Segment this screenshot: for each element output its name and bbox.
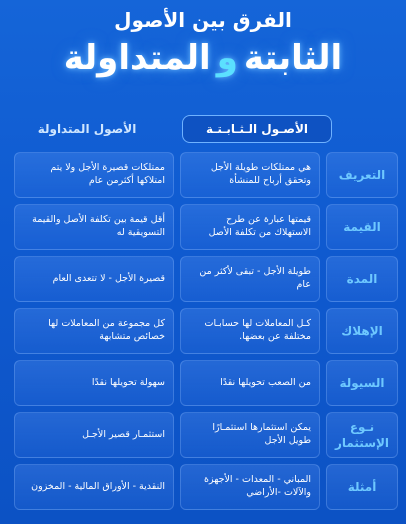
fixed-cell: يمكن استثمارها استثمـارًا طويل الأجل <box>180 412 320 458</box>
fixed-cell: المباني - المعدات - الأجهزة والآلات -الأراضي <box>180 464 320 510</box>
column-header-circulating: الأصول المتداولة <box>37 122 137 136</box>
row-label: المدة <box>326 256 398 302</box>
circulating-cell: استثمـار قصير الأجـل <box>14 412 174 458</box>
table-row <box>0 360 406 406</box>
fixed-cell: كـل المعاملات لها حسابـات مختلفة عن بعضها. <box>180 308 320 354</box>
row-label: الإهلاك <box>326 308 398 354</box>
fixed-cell: قيمتها عبارة عن طرح الاستهلاك من تكلفة الأصل <box>180 204 320 250</box>
page-title-line2 <box>0 38 406 78</box>
title-fixed: الثابتة <box>243 38 343 78</box>
title-and: و <box>216 38 238 78</box>
circulating-cell: أقل قيمة بين تكلفة الأصل والقيمة التسويقية له <box>14 204 174 250</box>
fixed-cell: من الصعب تحويلها نقدًا <box>180 360 320 406</box>
circulating-cell: ممتلكات قصيرة الأجل ولا يتم امتلاكها أكثرمن عام <box>14 152 174 198</box>
circulating-cell: سهولة تحويلها نقدًا <box>14 360 174 406</box>
circulating-cell: النقدية - الأوراق المالية - المخزون <box>14 464 174 510</box>
fixed-cell: طويلة الأجل - تبقى لأكثر من عام <box>180 256 320 302</box>
title-circulating: المتداولة <box>63 38 211 78</box>
circulating-cell: قصيرة الأجل - لا تتعدى العام <box>14 256 174 302</box>
fixed-cell: هي ممتلكات طويلة الأجل وتحقق أرباح للمنشأة <box>180 152 320 198</box>
row-label: القيمة <box>326 204 398 250</box>
circulating-cell: كل مجموعة من المعاملات لها خصائص متشابهة <box>14 308 174 354</box>
table-row <box>0 308 406 354</box>
table-row <box>0 204 406 250</box>
table-row <box>0 464 406 510</box>
row-label: التعريف <box>326 152 398 198</box>
table-row <box>0 256 406 302</box>
table-row <box>0 412 406 458</box>
column-header-fixed: الأصـول الـثـابـتـة <box>182 115 332 143</box>
row-label: السيولة <box>326 360 398 406</box>
page-title-line1: الفرق بين الأصول <box>114 8 292 32</box>
table-row <box>0 152 406 198</box>
row-label: نـوع الإستثمار <box>326 412 398 458</box>
row-label: أمثلة <box>326 464 398 510</box>
